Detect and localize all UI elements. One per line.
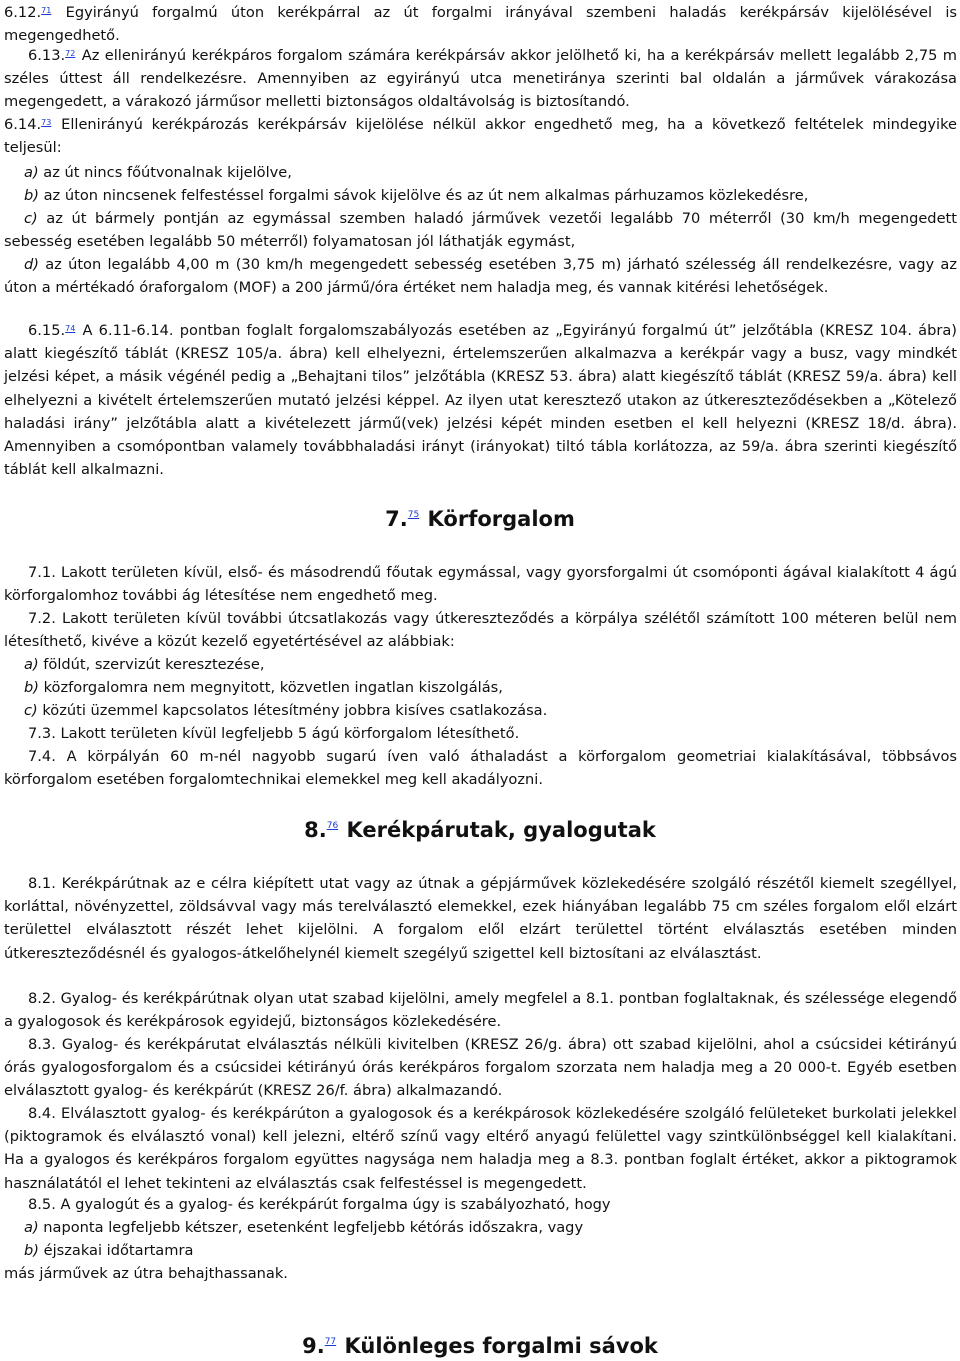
list-letter: a) [24, 1219, 39, 1236]
heading-text: Különleges forgalmi sávok [337, 1334, 658, 1358]
paragraph-number: 8.4. [28, 1105, 56, 1122]
paragraph-number: 8.5. [28, 1196, 56, 1213]
footnote-link[interactable]: 72 [65, 49, 76, 58]
paragraph-text: Kerékpárútnak az e célra kiépített utat vagy az útnak a gépjárművek közlekedésére szolgáló részétől kiemelt szegéllyel, korláttal, növényzettel, zöldsávval vagy más terelválasztó elemekkel, ezek hiányában legalább 75 cm széles forgalom elől elzárt területtel elválasztott részét lehet kijelölni. A forgalom elől elzárt területtel történt elválasztás esetében minden útkereszteződésnél és gyalogos-átkelőhelynél kiemelt szegélyű szigettel kell biztosítani az elválasztást. [4, 875, 957, 962]
paragraph-number: 6.13. [28, 47, 66, 64]
paragraph-text: az úton nincsenek felfestéssel forgalmi sávok kijelölve és az út nem alkalmas párhuzamos közlekedésre, [38, 187, 809, 204]
paragraph-text: földút, szervizút keresztezése, [38, 656, 265, 673]
paragraph [4, 872, 957, 965]
paragraph [4, 1102, 957, 1195]
paragraph-text: naponta legfeljebb kétszer, esetenként legfeljebb kétórás időszakra, vagy [38, 1219, 584, 1236]
paragraph-number: 9. [302, 1334, 325, 1358]
list-item [4, 161, 957, 184]
paragraph-text: Ellenirányú kerékpározás kerékpársáv kijelölése nélkül akkor engedhető meg, ha a következő feltételek mindegyike teljesül: [4, 116, 957, 157]
footnote-link[interactable]: 75 [407, 510, 420, 520]
heading-text: Kerékpárutak, gyalogutak [339, 818, 656, 842]
list-letter: b) [24, 187, 39, 204]
footnote-link[interactable]: 77 [324, 1337, 337, 1347]
paragraph-text: Lakott területen kívül legfeljebb 5 ágú körforgalom létesíthető. [55, 725, 520, 742]
paragraph-text: A körpályán 60 m-nél nagyobb sugarú íven való áthaladást a körforgalom geometriai kialakításával, többsávos körforgalom esetében forgalomtechnikai elemekkel meg kell akadályozni. [4, 748, 957, 789]
paragraph-text: közúti üzemmel kapcsolatos létesítmény jobbra kisíves csatlakozása. [37, 702, 548, 719]
paragraph-number: 8. [304, 818, 327, 842]
list-item [4, 184, 957, 207]
paragraph-number: 8.2. [28, 990, 56, 1007]
section-heading [0, 817, 960, 843]
list-item [4, 1239, 957, 1262]
footnote-link[interactable]: 73 [41, 118, 52, 127]
paragraph-text: A gyalogút és a gyalog- és kerékpárút forgalma úgy is szabályozható, hogy [55, 1196, 611, 1213]
list-item [4, 253, 957, 299]
paragraph-text: közforgalomra nem megnyitott, közvetlen ingatlan kiszolgálás, [38, 679, 503, 696]
paragraph-text: Gyalog- és kerékpárútnak olyan utat szabad kijelölni, amely megfelel a 8.1. pontban foglaltaknak, és szélessége elegendő a gyalogosok és kerékpárosok egyidejű, biztonságos közlekedésére. [4, 990, 957, 1031]
list-letter: a) [24, 164, 39, 181]
list-item [4, 699, 957, 722]
heading-text: Körforgalom [420, 507, 575, 531]
paragraph-number: 8.3. [28, 1036, 56, 1053]
paragraph [4, 113, 957, 159]
paragraph-text: Az ellenirányú kerékpáros forgalom számára kerékpársáv akkor jelölhető ki, ha a kerékpársáv mellett legalább 2,75 m széles úttest áll rendelkezésre. Amennyiben az egyirányú utca menetiránya szerinti bal oldalán a járművek várakozása megengedett, a várakozó járműsor melletti biztonságos oldaltávolság is biztosítandó. [4, 47, 957, 111]
list-letter: c) [24, 210, 38, 227]
paragraph-number: 6.15. [28, 322, 66, 339]
paragraph-text: Egyirányú forgalmú úton kerékpárral az út forgalmi irányával szembeni haladás kerékpársáv kijelölésével is megengedhető. [4, 4, 957, 45]
list-item [4, 676, 957, 699]
list-letter: a) [24, 656, 39, 673]
paragraph-text: az út nincs főútvonalnak kijelölve, [38, 164, 292, 181]
footnote-link[interactable]: 74 [65, 324, 76, 333]
paragraph [4, 44, 957, 114]
paragraph-text: az úton legalább 4,00 m (30 km/h megengedett sebesség esetében 3,75 m) járható szélesség áll rendelkezésre, vagy az úton a mértékadó óraforgalom (MOF) a 200 jármű/óra értéket nem haladja meg, és vannak kitérési lehetőségek. [4, 256, 957, 297]
list-letter: b) [24, 679, 39, 696]
paragraph [4, 1193, 957, 1216]
paragraph-number: 7.2. [28, 610, 56, 627]
paragraph-text: más járművek az útra behajthassanak. [4, 1265, 288, 1282]
paragraph-text: Lakott területen kívül további útcsatlakozás vagy útkereszteződés a körpálya szélétől számított 100 méteren belül nem létesíthető, kivéve a közút kezelő egyetértésével az alábbiak: [4, 610, 957, 651]
paragraph [4, 607, 957, 653]
paragraph-number: 7. [385, 507, 408, 531]
list-letter: d) [24, 256, 39, 273]
paragraph [4, 1, 957, 47]
paragraph-number: 7.3. [28, 725, 56, 742]
footnote-link[interactable]: 76 [326, 821, 339, 831]
paragraph [4, 1033, 957, 1103]
paragraph-text: Lakott területen kívül, első- és másodrendű főutak egymással, vagy gyorsforgalmi út csomóponti ágával kialakított 4 ágú körforgalomhoz további ág létesítése nem engedhető meg. [4, 564, 957, 605]
paragraph [4, 722, 957, 745]
paragraph-number: 7.4. [28, 748, 56, 765]
paragraph-number: 6.12. [4, 4, 42, 21]
list-item [4, 653, 957, 676]
section-heading [0, 1333, 960, 1359]
paragraph [4, 1262, 957, 1285]
paragraph-text: Gyalog- és kerékpárutat elválasztás nélküli kivitelben (KRESZ 26/g. ábra) ott szabad kijelölni, ahol a csúcsidei kétirányú órás gyalogosforgalom és a csúcsidei kétirányú órás kerékpáros forgalom szorzata nem haladja meg a 20 000-t. Egyéb esetben elválasztott gyalog- és kerékpárút (KRESZ 26/f. ábra) alkalmazandó. [4, 1036, 957, 1100]
list-item [4, 1216, 957, 1239]
paragraph [4, 745, 957, 791]
list-letter: b) [24, 1242, 39, 1259]
list-item [4, 207, 957, 253]
paragraph-number: 8.1. [28, 875, 56, 892]
paragraph-number: 6.14. [4, 116, 42, 133]
paragraph-text: Elválasztott gyalog- és kerékpárúton a gyalogosok és a kerékpárosok közlekedésére szolgáló felületeket burkolati jelekkel (piktogramok és elválasztó vonal) kell jelezni, eltérő színű vagy eltérő anyagú felülettel vagy szintkülönbséggel kell kialakítani. Ha a gyalogos és kerékpáros forgalom együttes nagysága nem haladja meg a 8.3. pontban foglalt értéket, akkor a piktogramok használatától el lehet tekinteni az elválasztás csak felfestéssel is megengedett. [4, 1105, 957, 1192]
paragraph-text: A 6.11-6.14. pontban foglalt forgalomszabályozás esetében az „Egyirányú forgalmú út” jelzőtábla (KRESZ 104. ábra) alatt kiegészítő táblát (KRESZ 105/a. ábra) kell elhelyezni, értelemszerűen alkalmazva a kerékpár vagy a busz, vagy mindkét jelzési képet, a másik végénél pedig a „Behajtani tilos” jelzőtábla (KRESZ 53. ábra) alatt kiegészítő táblát (KRESZ 59/a. ábra) kell elhelyezni a kivételt értelemszerűen mutató jelzési képpel. Az ilyen utat keresztező utakon az útkereszteződésekben a „Kötelező haladási irány” jelzőtábla alatt a kivételezett jármű(vek) jelzési képét minden esetben el kell helyezni (KRESZ 18/d. ábra). Amennyiben a csomópontban valamely továbbhaladási irányt (irányokat) tiltó tábla korlátozza, az 59/a. ábra szerinti kiegészítő táblát kell alkalmazni. [4, 322, 957, 479]
paragraph-text: éjszakai időtartamra [38, 1242, 194, 1259]
paragraph-number: 7.1. [28, 564, 56, 581]
list-letter: c) [24, 702, 38, 719]
paragraph-text: az út bármely pontján az egymással szemben haladó járművek vezetői legalább 70 méterről (30 km/h megengedett sebesség esetében legalább 50 méterről) folyamatosan jól láthatják egymást, [4, 210, 957, 251]
paragraph [4, 561, 957, 607]
paragraph [4, 987, 957, 1033]
paragraph [4, 319, 957, 481]
section-heading [0, 506, 960, 532]
footnote-link[interactable]: 71 [41, 6, 52, 15]
